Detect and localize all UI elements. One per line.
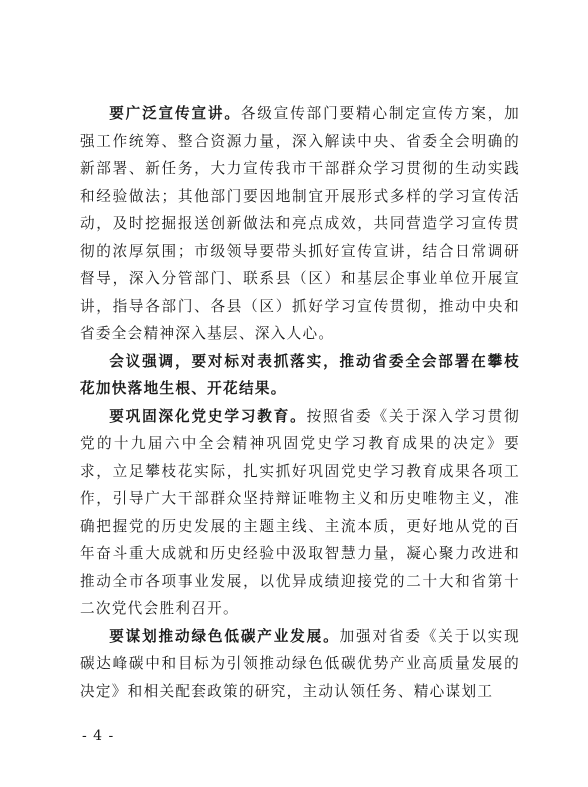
paragraph-lead-heading: 要广泛宣传宣讲。 — [109, 105, 241, 122]
paragraph-body-text: 加强对省委《关于以实现碳达峰碳中和目标为引领推动绿色低碳优势产业高质量发展的决定》和相关配套政策的研究，主动认领任务、精心谋划工 — [80, 627, 521, 700]
paragraph-meeting-emphasis: 会议强调，要对标对表抓落实，推动省委全会部署在攀枝花加快落地生根、开花结果。 — [80, 352, 520, 397]
paragraph-green-industry — [80, 623, 520, 706]
page-number: - 4 - — [82, 728, 115, 744]
paragraph-body-text: 按照省委《关于深入学习贯彻党的十九届六中全会精神巩固党史学习教育成果的决定》要求，立足攀枝花实际，扎实抓好巩固党史学习教育成果各项工作，引导广大干部群众坚持辩证唯物主义和历史唯物主义，准确把握党的历史发展的主题主线、主流本质，更好地从党的百年奋斗重大成就和历史经验中汲取智慧力量，凝心聚力改进和推动全市各项事业发展，以优异成绩迎接党的二十大和省第十二次党代会胜利召开。 — [80, 407, 520, 617]
paragraph-lead-heading: 要巩固深化党史学习教育。 — [109, 407, 307, 425]
paragraph-publicity — [80, 100, 520, 348]
paragraph-body-text: 各级宣传部门要精心制定宣传方案，加强工作统筹、整合资源力量，深入解读中央、省委全会明确的新部署、新任务，大力宣传我市干部群众学习贯彻的生动实践和经验做法；其他部门要因地制宜开展形式多样的学习宣传活动，及时挖掘报送创新做法和亮点成效，共同营造学习宣传贯彻的浓厚氛围；市级领导要带头抓好宣传宣讲，结合日常调研督导，深入分管部门、联系县（区）和基层企事业单位开展宣讲，指导各部门、各县（区）抓好学习宣传贯彻，推动中央和省委全会精神深入基层、深入人心。 — [80, 105, 520, 342]
paragraph-party-history — [80, 403, 520, 623]
document-body — [80, 100, 520, 705]
paragraph-lead-heading: 要谋划推动绿色低碳产业发展。 — [109, 627, 340, 645]
